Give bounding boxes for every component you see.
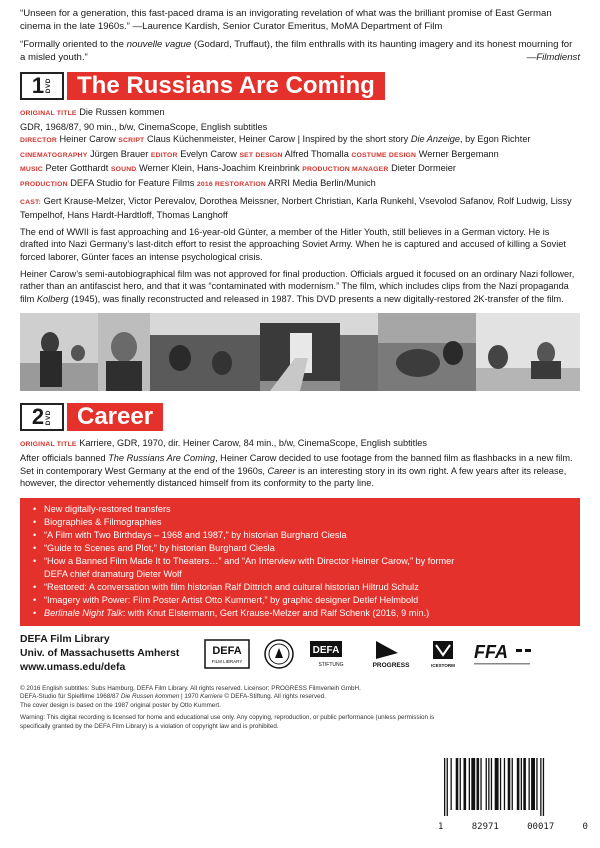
costume-value: Werner Bergemann [418,148,499,159]
barcode-bar [456,758,459,810]
cast-value: Gert Krause-Melzer, Victor Perevalov, Dorothea Meissner, Norbert Christian, Karla Runkehl, Vsevolod Safanov, Rolf Ludwig, Lissy Tempelhof, Hans Hardt-Hardtloff, Thomas Langhoff [20,195,572,221]
dvd1-title: The Russians Are Coming [67,72,385,100]
cast-row [20,195,580,222]
director-value: Heiner Carow [59,134,116,145]
barcode-bar [477,758,480,810]
editor-value: Evelyn Carow [180,148,237,159]
feature-item [30,607,570,620]
barcode-bar [536,758,537,810]
dvd2-title: Career [67,403,163,431]
desc-italic: The Russians Are Coming [108,452,216,463]
history-italic: Kolberg [36,293,69,304]
feature-text: : with Knut Elstermann, Gert Krause-Melzer and Ralf Schenk (2016, 9 min.) [122,608,430,619]
barcode-bar [480,758,481,810]
production-value: DEFA Studio for Feature Films [70,177,195,188]
restoration-value: ARRI Media Berlin/Munich [268,177,376,188]
sound-value: Werner Klein, Hans-Joachim Kreinbrink [138,163,300,174]
icestorm-logo-text: ICESTORM [431,662,455,668]
cinematography-value: Jürgen Brauer [90,148,149,159]
costume-label: COSTUME DESIGN [351,151,417,159]
barcode-bar [486,758,487,810]
set-design-label: SET DESIGN [239,151,283,159]
feature-item: • “Restored: A conversation with film historian Ralf Dittrich and cultural historian Hiltrud Schulz [30,581,570,594]
dvd1-header [20,72,580,100]
legal-italic: Karriere [200,693,223,701]
specs-row: GDR, 1968/87, 90 min., b/w, CinemaScope, English subtitles [20,121,268,132]
legal-text: DEFA-Studio für Spielfilme 1968/87 [20,693,121,701]
dvd2-badge [20,403,64,431]
barcode-digit-group: 0 [582,822,588,832]
ffa-logo-text: FFA [474,641,508,662]
feature-italic: Berlinale Night Talk [44,608,123,619]
music-value: Peter Gotthardt [45,163,109,174]
cinematography-label: CINEMATOGRAPHY [20,151,88,159]
script-value: Claus Küchenmeister, Heiner Carow | Inspired by the short story [146,134,411,145]
barcode-bar [460,758,461,810]
barcode-bar [504,758,505,810]
desc-italic: Career [267,465,296,476]
barcode-bar [469,758,470,810]
director-row [20,133,580,148]
film-still-image [378,313,476,391]
progress-logo-text: PROGRESS [372,661,410,669]
barcode [438,758,588,830]
dvd2-header [20,403,580,431]
cast-label: CAST: [20,198,42,206]
barcode-bar [495,758,499,810]
dvd1-badge [20,72,64,100]
barcode-bar [447,758,448,816]
editor-label: EDITOR [150,151,178,159]
library-university: Univ. of Massachusetts Amherst [20,647,180,659]
production-label: PRODUCTION [20,180,68,188]
dvd2-badge-word: DVD [45,409,53,425]
review-quote-moma [20,8,580,33]
feature-item-continued: DEFA chief dramaturg Dieter Wolf [44,569,182,580]
barcode-bar [464,758,467,810]
legal-text: | 1970 [179,693,201,701]
music-label: MUSIC [20,166,43,174]
original-title-label: ORIGINAL TITLE [20,441,77,449]
desc-text: is an interesting story in its own right. A few years after its release, however, the director vehemently distanced himself from its conformity to the party line. [20,465,567,489]
original-title-value: Die Russen kommen [79,107,165,117]
feature-item: • Biographies & Filmographies [30,516,570,529]
legal-line [20,693,440,702]
dvd1-credits [20,106,580,222]
barcode-bars [438,758,588,816]
dvd2-description [20,452,580,490]
partner-logos [204,639,580,669]
library-info [20,633,204,675]
barcode-digit-group: 1 [438,822,444,832]
original-title-label: ORIGINAL TITLE [20,110,77,117]
barcode-bar [488,758,489,810]
barcode-bar [491,758,492,810]
ffa-logo [472,639,534,669]
quote-text: “Unseen for a generation, this fast-paced drama is an invigorating revelation of what was the brilliant promise of East German cinema in the late 1960s.” [20,8,552,32]
barcode-bar [543,758,544,816]
dvd2-number: 2 [31,404,45,430]
feature-item: • “Imagery with Power: Film Poster Artist Otto Kummert,” by graphic designer Detlef Helmbold [30,594,570,607]
stiftung-logo-sub: STIFTUNG [318,661,344,668]
set-design-value: Alfred Thomalla [284,148,349,159]
director-label: DIRECTOR [20,137,57,145]
defa-film-library-logo [204,639,250,669]
legal-copyright [20,685,440,711]
quote-text-rest: (Godard, Truffaut), the film enthralls with its haunting imagery and its honest mourning for a misled youth.” [20,39,573,63]
legal-warning: Warning: This digital recording is licensed for home and educational use only. Any copying, reproduction, or public performance (unless permission is specifically granted by the DEFA Film Library) is a violation of copyright law and is prohibited. [20,714,435,730]
barcode-bar [500,758,501,810]
original-title-value: Karriere, GDR, 1970, dir. Heiner Carow, 84 min., b/w, CinemaScope, English subtitles [79,438,427,449]
history-text-rest: (1945), was finally reconstructed and released in 1987. This DVD presents a new digitally-restored 2K-transfer of the film. [68,293,564,304]
film-still-image [476,313,580,391]
bonus-features-box [20,498,580,626]
barcode-bar [540,758,541,816]
bonus-features-list [30,503,570,621]
film-still-image [98,313,150,391]
camera-row [20,148,580,163]
film-stills-strip [20,313,580,391]
barcode-bar [451,758,452,810]
sound-label: SOUND [110,166,137,174]
barcode-bar [529,758,530,810]
script-story: Die Anzeige [410,134,461,145]
barcode-bar [508,758,511,810]
umass-seal-logo [264,639,294,669]
defa-logo-sub: FILM LIBRARY [211,658,243,664]
feature-item: • “How a Banned Film Made It to Theaters…” and “An Interview with Director Heiner Carow,” by former [30,555,570,568]
desc-text: , Heiner Carow decided to use footage from the banned film as flashbacks in a new film. Set in contemporary West Germany at the end of the 1960s, [20,452,573,476]
progress-logo [368,639,414,669]
legal-line: The cover design is based on the 1987 original poster by Otto Kummert. [20,701,221,709]
film-still-image [20,313,98,391]
barcode-bar [517,758,520,810]
film-still-image [150,313,378,391]
barcode-bar [531,758,535,810]
quote-source: —Laurence Kardish, Senior Curator Emeritus, MoMA Department of Film [132,20,443,32]
dvd1-number: 1 [31,73,45,98]
production-row [20,177,580,192]
barcode-bar [471,758,475,810]
barcode-digits [438,822,588,832]
legal-text: © DEFA-Stiftung. All rights reserved. [222,693,326,701]
review-quote-filmdienst [20,39,580,64]
feature-item: • “A Film with Two Birthdays – 1968 and 1987,” by historian Burghard Ciesla [30,529,570,542]
original-title-row [20,106,580,121]
desc-text: After officials banned [20,452,109,463]
music-row [20,162,580,177]
production-manager-label: PRODUCTION MANAGER [302,166,389,174]
library-row [20,631,580,677]
defa-stiftung-logo [308,639,354,669]
legal-line: © 2016 English subtitles: Subs Hamburg, DEFA Film Library. All rights reserved. Licensor: PROGRESS Filmverleih GmbH. [20,684,361,692]
icestorm-logo [428,639,458,669]
dvd1-badge-word: DVD [45,78,53,94]
stiftung-logo-text: DEFA [312,644,340,656]
library-url[interactable]: www.umass.edu/defa [20,661,126,673]
quote-source: —Filmdienst [526,51,580,63]
script-after: , by Egon Richter [460,134,531,145]
quote-text: “Formally oriented to the [20,39,127,50]
dvd1-synopsis: The end of WWII is fast approaching and 16-year-old Günter, a member of the Hitler Youth, still believes in a German victory. He is drafted into Nazi Germany’s last-ditch effort to resist the approaching Soviet Army. When he is captured and accused of killing a Soviet forced laborer, Günter faces an intense psychological crisis. [20,226,566,262]
restoration-label: 2016 RESTORATION [196,180,266,188]
feature-item: • “Guide to Scenes and Plot,” by historian Burghard Ciesla [30,542,570,555]
defa-logo-text: DEFA [212,644,242,657]
barcode-bar [521,758,522,810]
barcode-bar [523,758,526,810]
history-text: Heiner Carow’s semi-autobiographical film was not approved for final production. Officials argued it focused on an ordinary Nazi follower, rather than an antifascist hero, and that it was “contaminated with modernism.” The film, which includes clips from the Nazi propaganda film [20,268,575,304]
feature-item: • New digitally-restored transfers [30,503,570,516]
script-label: SCRIPT [118,137,145,145]
barcode-digit-group: 00017 [527,822,555,832]
barcode-digit-group: 82971 [471,822,499,832]
library-name: DEFA Film Library [20,633,110,645]
legal-italic: Die Russen kommen [120,693,180,701]
quote-italic: nouvelle vague [126,39,192,50]
dvd1-history [20,268,580,306]
barcode-bar [444,758,445,816]
production-manager-value: Dieter Dormeier [391,163,456,174]
dvd2-credits [20,437,580,452]
barcode-bar [512,758,513,810]
